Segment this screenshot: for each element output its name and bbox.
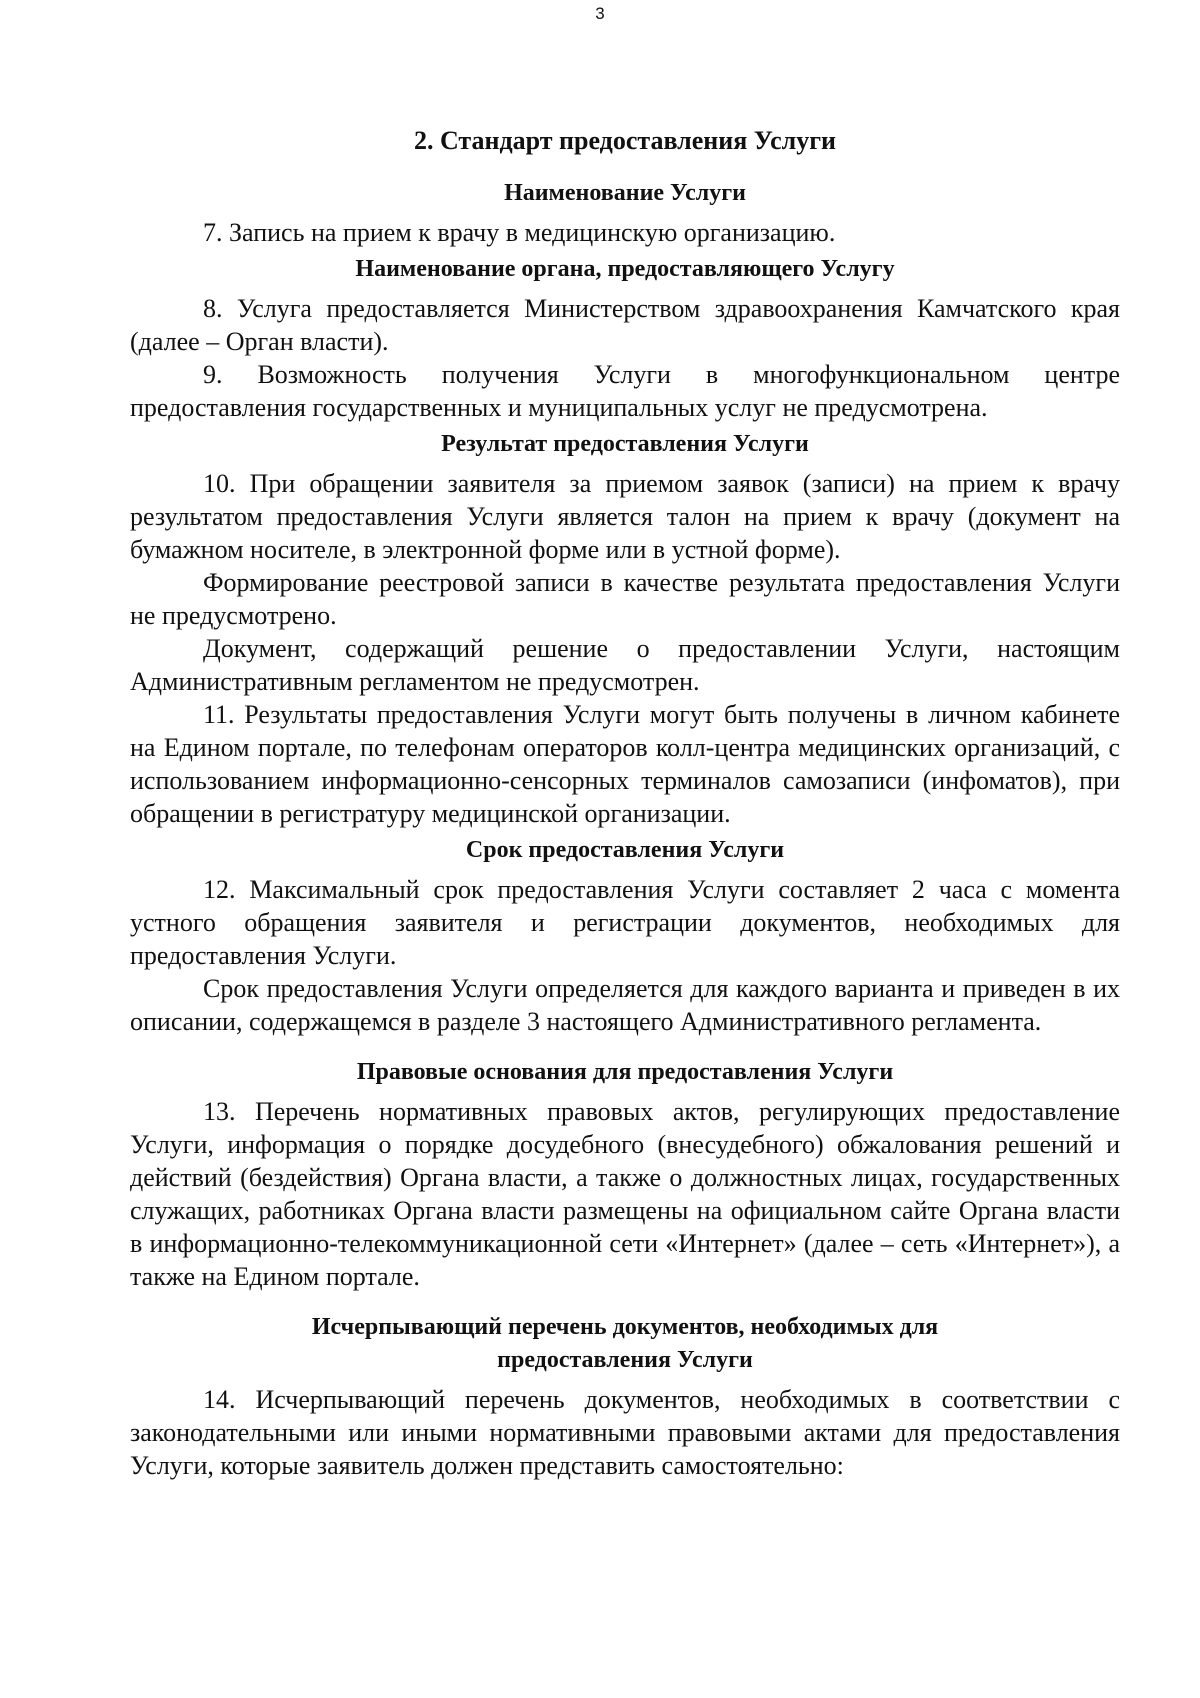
paragraph-8: 8. Услуга предоставляется Министерством здравоохранения Камчатского края (далее – Орган власти). bbox=[130, 294, 1120, 356]
section-block-documents bbox=[130, 1311, 1120, 1482]
paragraph-14: 14. Исчерпывающий перечень документов, необходимых в соответствии с законодательными или иными нормативными правовыми актами для предоставления Услуги, которые заявитель должен представить самостоятельно: bbox=[130, 1385, 1120, 1480]
heading-legal-basis: Правовые основания для предоставления Услуги bbox=[356, 1059, 894, 1085]
section-block-authority bbox=[130, 253, 1120, 424]
page-number: 3 bbox=[595, 4, 605, 23]
heading-service-name: Наименование Услуги bbox=[504, 180, 746, 206]
heading-term: Срок предоставления Услуги bbox=[465, 837, 785, 863]
paragraph-11: 11. Результаты предоставления Услуги могут быть получены в личном кабинете на Едином портале, по телефонам операторов колл-центра медицинских организаций, с использованием информационно-сенсорных терминалов самозаписи (инфоматов), при обращении в регистратуру медицинской организации. bbox=[130, 700, 1120, 828]
section-title: 2. Стандарт предоставления Услуги bbox=[413, 126, 836, 155]
section-block-term bbox=[130, 834, 1120, 1038]
paragraph-7: 7. Запись на прием к врачу в медицинскую организацию. bbox=[203, 218, 836, 247]
heading-result: Результат предоставления Услуги bbox=[441, 431, 809, 457]
paragraph-12: 12. Максимальный срок предоставления Услуги составляет 2 часа с момента устного обращения заявителя и регистрации документов, необходимых для предоставления Услуги. bbox=[130, 875, 1120, 970]
section-block-service-name bbox=[130, 177, 1120, 249]
paragraph-10-decision: Документ, содержащий решение о предоставлении Услуги, настоящим Административным регламентом не предусмотрен. bbox=[130, 634, 1120, 696]
section-block-result bbox=[130, 428, 1120, 830]
section-block-legal-basis bbox=[130, 1056, 1120, 1293]
document-body bbox=[130, 124, 1120, 1486]
paragraph-12-variants: Срок предоставления Услуги определяется для каждого варианта и приведен в их описании, содержащемся в разделе 3 настоящего Административного регламента. bbox=[130, 974, 1120, 1036]
paragraph-9: 9. Возможность получения Услуги в многофункциональном центре предоставления государственных и муниципальных услуг не предусмотрена. bbox=[130, 360, 1120, 422]
paragraph-13: 13. Перечень нормативных правовых актов, регулирующих предоставление Услуги, информация о порядке досудебного (внесудебного) обжалования решений и действий (бездействия) Органа власти, а также о должностных лицах, государственных служащих, работниках Органа власти размещены на официальном сайте Органа власти в информационно-телекоммуникационной сети «Интернет» (далее – сеть «Интернет»), а также на Едином портале. bbox=[130, 1097, 1120, 1291]
paragraph-10: 10. При обращении заявителя за приемом заявок (записи) на прием к врачу результатом предоставления Услуги является талон на прием к врачу (документ на бумажном носителе, в электронной форме или в устной форме). bbox=[130, 469, 1120, 564]
heading-documents: Исчерпывающий перечень документов, необходимых для предоставления Услуги bbox=[311, 1314, 939, 1373]
paragraph-10-registry: Формирование реестровой записи в качестве результата предоставления Услуги не предусмотрено. bbox=[130, 568, 1120, 630]
heading-authority: Наименование органа, предоставляющего Услугу bbox=[355, 256, 895, 282]
